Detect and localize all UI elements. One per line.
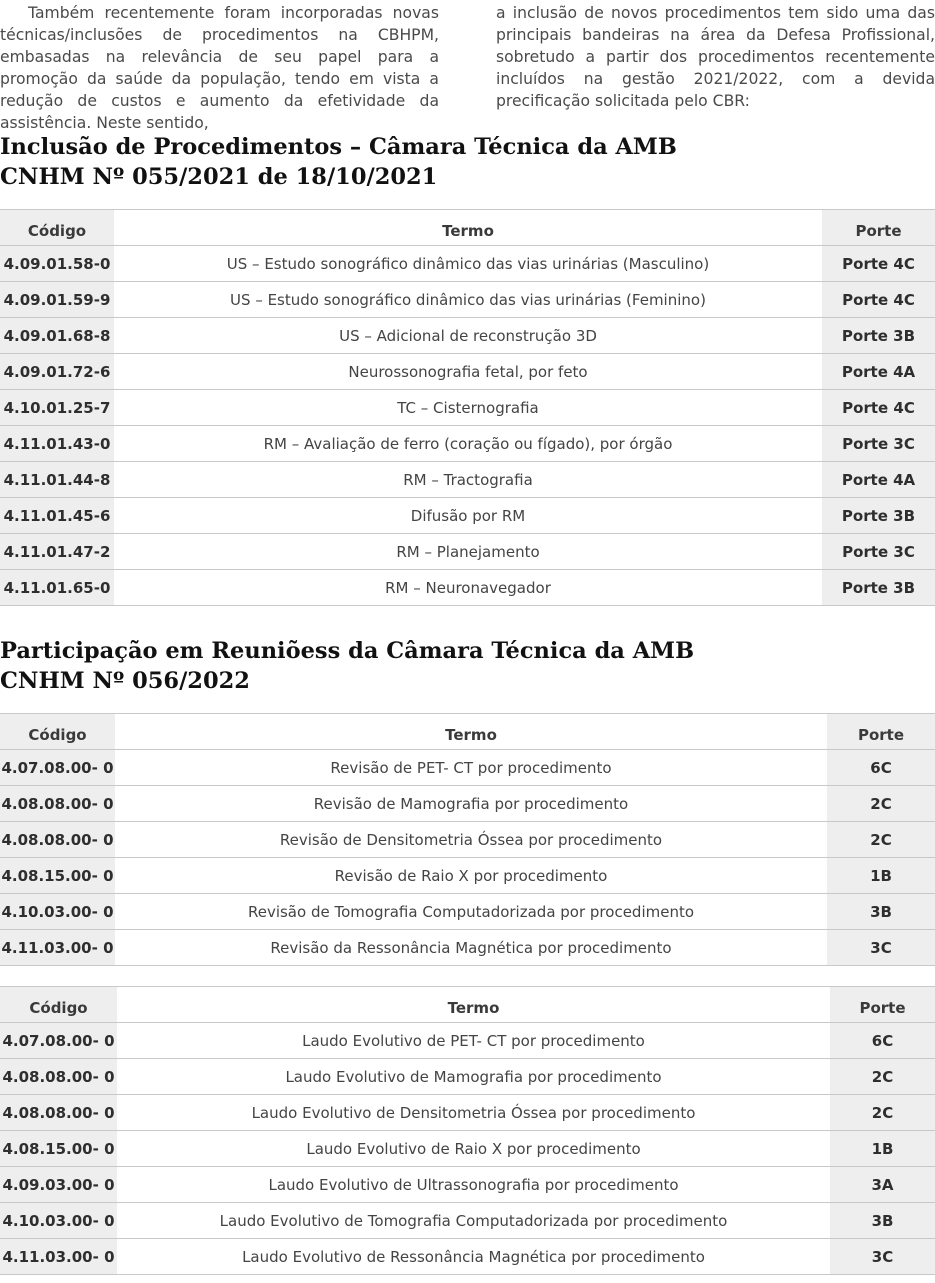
- cell-porte: 1B: [827, 858, 935, 894]
- cell-porte: 2C: [830, 1059, 935, 1095]
- table-row: [0, 858, 935, 894]
- cell-code: 4.10.03.00- 0: [0, 894, 115, 930]
- cell-term: US – Estudo sonográfico dinâmico das vias urinárias (Masculino): [114, 246, 822, 282]
- cell-porte: 1B: [830, 1131, 935, 1167]
- table-row: [0, 570, 935, 606]
- cell-porte: 6C: [830, 1023, 935, 1059]
- cell-term: RM – Planejamento: [114, 534, 822, 570]
- cell-term: Revisão de Raio X por procedimento: [115, 858, 827, 894]
- cell-term: Difusão por RM: [114, 498, 822, 534]
- cell-porte: 2C: [830, 1095, 935, 1131]
- header-porte: Porte: [827, 714, 935, 750]
- table-row: [0, 1023, 935, 1059]
- cell-code: 4.11.03.00- 0: [0, 1239, 117, 1275]
- intro-right-paragraph: a inclusão de novos procedimentos tem sido uma das principais bandeiras na área da Defesa Profissional, sobretudo a partir dos procedimentos recentemente incluídos na gestão 2021/2022, com a devida precificação solicitada pelo CBR:: [496, 4, 935, 110]
- cell-code: 4.07.08.00- 0: [0, 1023, 117, 1059]
- cell-term: RM – Tractografia: [114, 462, 822, 498]
- cell-term: US – Adicional de reconstrução 3D: [114, 318, 822, 354]
- intro-left-paragraph: Também recentemente foram incorporadas novas técnicas/inclusões de procedimentos na CBHPM, embasadas na relevância de seu papel para a promoção da saúde da população, tendo em vista a redução de custos e aumento da efetividade da assistência. Neste sentido,: [0, 4, 439, 132]
- cell-term: Laudo Evolutivo de Densitometria Óssea por procedimento: [117, 1095, 830, 1131]
- table-row: [0, 1203, 935, 1239]
- cell-code: 4.10.01.25-7: [0, 390, 114, 426]
- cell-code: 4.07.08.00- 0: [0, 750, 115, 786]
- cell-code: 4.09.03.00- 0: [0, 1167, 117, 1203]
- table-row: [0, 786, 935, 822]
- cell-term: Neurossonografia fetal, por feto: [114, 354, 822, 390]
- cell-term: Revisão de PET- CT por procedimento: [115, 750, 827, 786]
- cell-code: 4.11.01.65-0: [0, 570, 114, 606]
- cell-term: Laudo Evolutivo de Mamografia por procedimento: [117, 1059, 830, 1095]
- cell-porte: 2C: [827, 822, 935, 858]
- cell-code: 4.08.08.00- 0: [0, 786, 115, 822]
- table-row: [0, 282, 935, 318]
- section1-title-line1: Inclusão de Procedimentos – Câmara Técnica da AMB: [0, 134, 677, 160]
- cell-code: 4.08.15.00- 0: [0, 858, 115, 894]
- section2-title-line1: Participação em Reuniõess da Câmara Técnica da AMB: [0, 638, 695, 664]
- header-term: Termo: [117, 987, 830, 1023]
- cell-term: Laudo Evolutivo de Ultrassonografia por procedimento: [117, 1167, 830, 1203]
- table-row: [0, 354, 935, 390]
- cell-porte: 3B: [830, 1203, 935, 1239]
- cell-term: Laudo Evolutivo de Ressonância Magnética por procedimento: [117, 1239, 830, 1275]
- cell-porte: Porte 3B: [822, 498, 935, 534]
- section1-title-line2: CNHM Nº 055/2021 de 18/10/2021: [0, 164, 438, 190]
- table-row: [0, 1059, 935, 1095]
- table-row: [0, 534, 935, 570]
- header-code: Código: [0, 987, 117, 1023]
- table-row: [0, 390, 935, 426]
- review-table: [0, 713, 935, 966]
- cell-code: 4.11.01.43-0: [0, 426, 114, 462]
- table-row: [0, 750, 935, 786]
- table-row: [0, 246, 935, 282]
- cell-porte: Porte 3C: [822, 426, 935, 462]
- cell-code: 4.11.01.47-2: [0, 534, 114, 570]
- header-porte: Porte: [830, 987, 935, 1023]
- table-row: [0, 1167, 935, 1203]
- cell-term: Revisão de Mamografia por procedimento: [115, 786, 827, 822]
- header-porte: Porte: [822, 210, 935, 246]
- table-row: [0, 1095, 935, 1131]
- cell-porte: 3A: [830, 1167, 935, 1203]
- cell-code: 4.11.01.44-8: [0, 462, 114, 498]
- procedures-table: [0, 209, 935, 606]
- table-row: [0, 1239, 935, 1275]
- cell-code: 4.09.01.58-0: [0, 246, 114, 282]
- table-row: [0, 1131, 935, 1167]
- cell-code: 4.11.01.45-6: [0, 498, 114, 534]
- cell-porte: Porte 4C: [822, 246, 935, 282]
- table-header-row: [0, 714, 935, 750]
- header-code: Código: [0, 210, 114, 246]
- cell-term: Laudo Evolutivo de PET- CT por procedimento: [117, 1023, 830, 1059]
- table-row: [0, 318, 935, 354]
- table-row: [0, 894, 935, 930]
- cell-term: Revisão de Tomografia Computadorizada por procedimento: [115, 894, 827, 930]
- cell-porte: 3C: [827, 930, 935, 966]
- cell-porte: Porte 4C: [822, 390, 935, 426]
- cell-code: 4.08.08.00- 0: [0, 822, 115, 858]
- table-header-row: [0, 987, 935, 1023]
- table-row: [0, 462, 935, 498]
- cell-code: 4.11.03.00- 0: [0, 930, 115, 966]
- cell-term: RM – Avaliação de ferro (coração ou fígado), por órgão: [114, 426, 822, 462]
- cell-porte: Porte 4A: [822, 354, 935, 390]
- cell-porte: Porte 3B: [822, 570, 935, 606]
- header-term: Termo: [115, 714, 827, 750]
- section2-title-line2: CNHM Nº 056/2022: [0, 668, 250, 694]
- cell-term: Laudo Evolutivo de Tomografia Computadorizada por procedimento: [117, 1203, 830, 1239]
- cell-term: US – Estudo sonográfico dinâmico das vias urinárias (Feminino): [114, 282, 822, 318]
- cell-code: 4.09.01.59-9: [0, 282, 114, 318]
- cell-code: 4.10.03.00- 0: [0, 1203, 117, 1239]
- cell-porte: 3B: [827, 894, 935, 930]
- cell-term: RM – Neuronavegador: [114, 570, 822, 606]
- cell-code: 4.09.01.72-6: [0, 354, 114, 390]
- cell-code: 4.08.08.00- 0: [0, 1059, 117, 1095]
- cell-porte: Porte 4A: [822, 462, 935, 498]
- header-code: Código: [0, 714, 115, 750]
- section1-heading: [0, 132, 677, 192]
- cell-porte: 2C: [827, 786, 935, 822]
- cell-term: Revisão de Densitometria Óssea por procedimento: [115, 822, 827, 858]
- evolution-report-table: [0, 986, 935, 1275]
- cell-porte: 6C: [827, 750, 935, 786]
- cell-code: 4.09.01.68-8: [0, 318, 114, 354]
- cell-term: Revisão da Ressonância Magnética por procedimento: [115, 930, 827, 966]
- intro-columns: [0, 2, 935, 134]
- table-header-row: [0, 210, 935, 246]
- table-row: [0, 426, 935, 462]
- cell-porte: Porte 4C: [822, 282, 935, 318]
- cell-porte: Porte 3B: [822, 318, 935, 354]
- cell-porte: Porte 3C: [822, 534, 935, 570]
- cell-term: TC – Cisternografia: [114, 390, 822, 426]
- cell-porte: 3C: [830, 1239, 935, 1275]
- table-row: [0, 930, 935, 966]
- cell-code: 4.08.15.00- 0: [0, 1131, 117, 1167]
- section2-heading: [0, 636, 694, 696]
- table-row: [0, 822, 935, 858]
- cell-code: 4.08.08.00- 0: [0, 1095, 117, 1131]
- cell-term: Laudo Evolutivo de Raio X por procedimento: [117, 1131, 830, 1167]
- table-row: [0, 498, 935, 534]
- header-term: Termo: [114, 210, 822, 246]
